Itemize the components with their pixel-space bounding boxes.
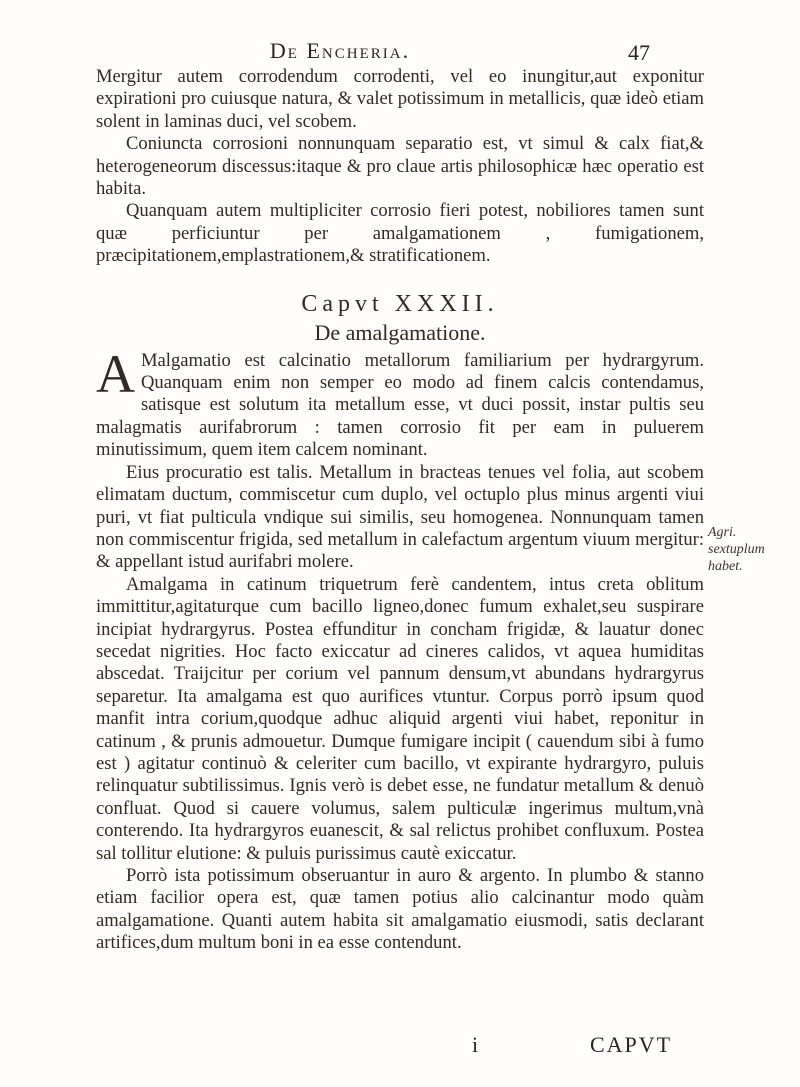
- chapter-paragraph-1: [96, 343, 704, 462]
- main-text: [96, 66, 704, 955]
- chapter-paragraph-1-text: Malgamatio est calcinatio metallorum familiarium per hydrargyrum. Quanquam enim non semper eo modo ad finem calcis contendamus, satisque est solutum ita metallum esse, vt duci possit, instar pultis seu malagmatis aurifabrorum : tamen corrosio fit per eam in puluerem minutissimum, quem item calcem nominant.: [96, 349, 704, 461]
- page-footer: [0, 1032, 800, 1062]
- drop-initial: A: [96, 343, 135, 404]
- signature-mark: i: [472, 1032, 479, 1057]
- paragraph-2: Coniuncta corrosioni nonnunquam separatio est, vt simul & calx fiat,& heterogeneorum discessus:itaque & pro claue artis philosophicæ hæc operatio est habita.: [96, 133, 704, 200]
- chapter-title: De amalgamatione.: [314, 319, 486, 345]
- chapter-paragraph-2: Eius procuratio est talis. Metallum in bracteas tenues vel folia, aut scobem elimatam ductum, commiscetur cum duplo, vel octuplo plus minus argenti viui puri, vt fiat pulticula vndique sui similis, seu homogenea. Nonnunquam tamen non commiscentur frigida, sed metallum in calefactum argentum viuum mergitur: & appellant istud aurifabri molere.: [96, 461, 704, 573]
- chapter-paragraph-3: Amalgama in catinum triquetrum ferè candentem, intus creta oblitum immittitur,agitaturque cum bacillo ligneo,donec fumum exhalet,seu suspirare incipiat hydrargyrus. Postea effunditur in concham frigidæ, & lauatur donec secedat nigrities. Hoc facto exiccatur ad cineres calidos, vt aquea humiditas abscedat. Traijcitur per corium vel pannum densum,vt abundans hydrargyrus separetur. Ita amalgama est quo aurifices vtuntur. Corpus porrò ipsum quod manfit intra corium,quodque adhuc aliquid argenti viui habet, reponitur in catinum , & prunis admouetur. Dumque fumigare incipit ( cauendum sibi à fumo est ) agitatur continuò & celeriter cum bacillo, vt expirante hydrargyro, puluis relinquatur subtilissimus. Ignis verò is debet esse, ne fundatur metallum & denuò confluat. Quod si cauere volumus, salem pulticulæ ingerimus multum,vnà conterendo. Ita hydrargyros euanescit, & sal relictus prohibet confluxum. Postea sal tollitur elutione: & puluis purissimus cautè exiccatur.: [96, 573, 704, 864]
- paragraph-3: Quanquam autem multipliciter corrosio fieri potest, nobiliores tamen sunt quæ perficiuntur per amalgamationem , fumigationem, præcipitationem,emplastrationem,& stratificationem.: [96, 200, 704, 267]
- page-number: 47: [628, 40, 650, 65]
- chapter-paragraph-4: Porrò ista potissimum obseruantur in auro & argento. In plumbo & stanno etiam facilior opera est, quæ tamen potius alio calcinantur modo quàm amalgamatione. Quanti autem habita sit amalgamatio eiusmodi, satis declarant artifices,dum multum boni in ea esse contendunt.: [96, 865, 704, 954]
- chapter-heading: Capvt XXXII.: [301, 290, 499, 317]
- catchword: CAPVT: [590, 1032, 673, 1057]
- margin-note: Agri. sextuplum habet.: [708, 525, 765, 574]
- running-title: De Encheria.: [269, 38, 411, 63]
- paragraph-1: Mergitur autem corrodendum corrodenti, vel eo inungitur,aut exponitur expirationi pro cuiusque natura, & valet potissimum in metallicis, quæ ideò etiam solent in laminas duci, vel scobem.: [96, 66, 704, 132]
